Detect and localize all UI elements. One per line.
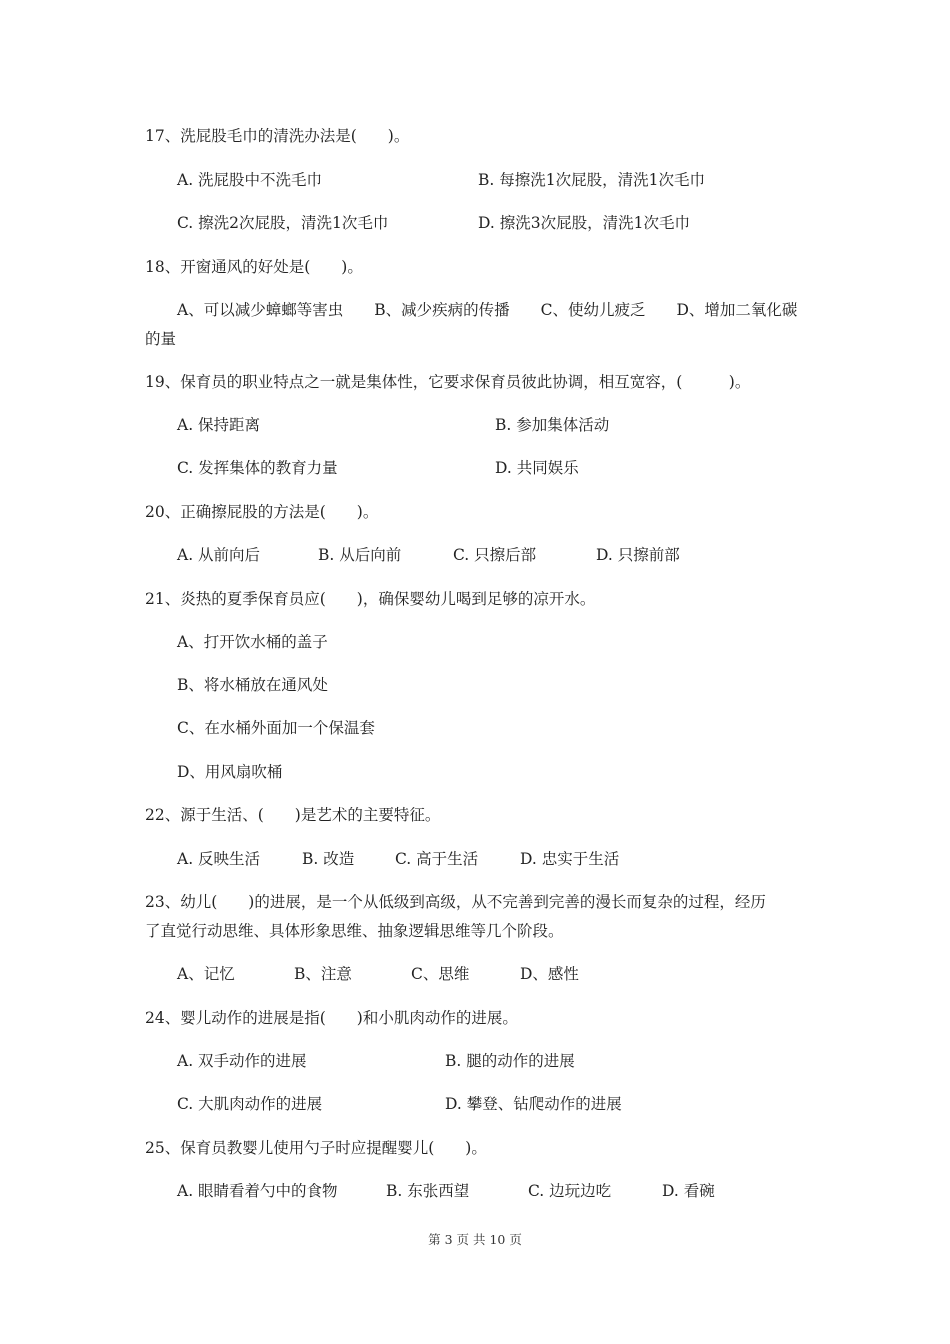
options-line-continuation: 的量 (145, 330, 177, 348)
option-c: C. 擦洗2次屁股，清洗1次毛巾 (177, 214, 389, 232)
option-b: B、注意 (294, 965, 352, 983)
option-c: C. 只擦后部 (453, 546, 537, 564)
question-stem: 17、洗屁股毛巾的清洗办法是( )。 (145, 127, 410, 145)
option-b: B、将水桶放在通风处 (177, 676, 328, 694)
option-b: B. 改造 (302, 850, 355, 868)
question-stem: 25、保育员教婴儿使用勺子时应提醒婴儿( )。 (145, 1139, 487, 1157)
option-c: C. 大肌肉动作的进展 (177, 1095, 323, 1113)
option-a: A. 保持距离 (177, 416, 261, 434)
option-c: C. 高于生活 (395, 850, 479, 868)
option-d: D. 看碗 (662, 1182, 715, 1200)
option-a: A. 洗屁股中不洗毛巾 (177, 171, 323, 189)
option-c: C. 边玩边吃 (528, 1182, 612, 1200)
option-b: B. 腿的动作的进展 (445, 1052, 575, 1070)
options-line: A、可以减少蟑螂等害虫 B、减少疾病的传播 C、使幼儿疲乏 D、增加二氧化碳 (177, 301, 798, 319)
option-b: B. 参加集体活动 (495, 416, 610, 434)
question-stem: 18、开窗通风的好处是( )。 (145, 258, 363, 276)
question-stem: 19、保育员的职业特点之一就是集体性，它要求保育员彼此协调，相互宽容，( )。 (145, 373, 751, 391)
page-number-footer: 第 3 页 共 10 页 (428, 1232, 522, 1247)
option-a: A. 双手动作的进展 (177, 1052, 307, 1070)
question-stem: 23、幼儿( )的进展，是一个从低级到高级，从不完善到完善的漫长而复杂的过程，经历 (145, 893, 766, 911)
option-d: D. 忠实于生活 (520, 850, 620, 868)
option-d: D、用风扇吹桶 (177, 763, 283, 781)
question-stem: 20、正确擦屁股的方法是( )。 (145, 503, 379, 521)
option-a: A、记忆 (177, 965, 235, 983)
option-a: A. 眼睛看着勺中的食物 (177, 1182, 338, 1200)
question-stem: 22、源于生活、( )是艺术的主要特征。 (145, 806, 441, 824)
option-c: C、思维 (411, 965, 470, 983)
option-d: D. 擦洗3次屁股，清洗1次毛巾 (478, 214, 690, 232)
option-d: D. 攀登、钻爬动作的进展 (445, 1095, 622, 1113)
option-a: A、打开饮水桶的盖子 (177, 633, 328, 651)
option-d: D、感性 (520, 965, 579, 983)
option-d: D. 共同娱乐 (495, 459, 579, 477)
question-stem-continuation: 了直觉行动思维、具体形象思维、抽象逻辑思维等几个阶段。 (145, 922, 564, 940)
option-c: C. 发挥集体的教育力量 (177, 459, 338, 477)
option-b: B. 每擦洗1次屁股，清洗1次毛巾 (478, 171, 705, 189)
option-c: C、在水桶外面加一个保温套 (177, 719, 375, 737)
option-a: A. 反映生活 (177, 850, 261, 868)
option-a: A. 从前向后 (177, 546, 261, 564)
option-b: B. 从后向前 (318, 546, 402, 564)
option-d: D. 只擦前部 (596, 546, 680, 564)
option-b: B. 东张西望 (386, 1182, 470, 1200)
question-stem: 24、婴儿动作的进展是指( )和小肌肉动作的进展。 (145, 1009, 518, 1027)
question-stem: 21、炎热的夏季保育员应( )，确保婴幼儿喝到足够的凉开水。 (145, 590, 596, 608)
